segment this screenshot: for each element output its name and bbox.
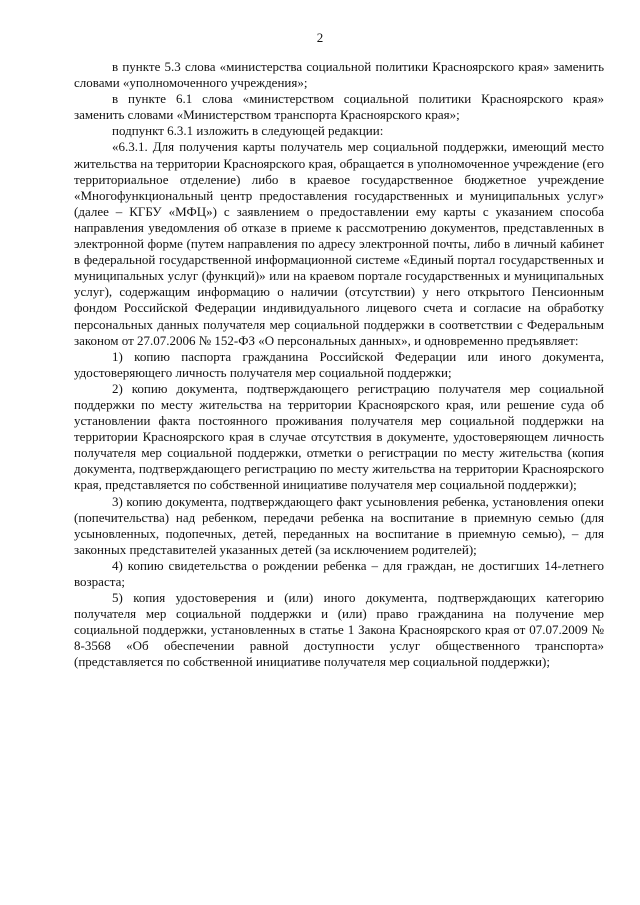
- list-item-5-certificate: 5) копия удостоверения и (или) иного документа, подтверждающих категорию получателя мер социальной поддержки и (или) право гражданина на получение мер социальной поддержки, установленных в статье 1 Закона Красноярского края от 07.07.2009 № 8-3568 «Об обеспечении равной доступности услуг общественного транспорта» (представляется по собственной инициативе получателя мер социальной поддержки);: [74, 590, 604, 670]
- document-body: [74, 59, 604, 671]
- list-item-4-birth-certificate: 4) копию свидетельства о рождении ребенка – для граждан, не достигших 14-летнего возраста;: [74, 557, 604, 589]
- page-number: 2: [316, 30, 324, 45]
- paragraph-amend-6-3-1-intro: подпункт 6.3.1 изложить в следующей редакции:: [112, 123, 384, 139]
- list-item-1-passport: 1) копию паспорта гражданина Российской Федерации или иного документа, удостоверяющего личность получателя мер социальной поддержки;: [74, 348, 604, 380]
- list-item-2-registration: 2) копию документа, подтверждающего регистрацию получателя мер социальной поддержки по месту жительства на территории Красноярского края, или решение суда об установлении факта постоянного проживания получателя мер социальной поддержки на территории Красноярского края в случае отсутствия в документе, удостоверяющем личность получателя мер социальной поддержки, отметки о регистрации по месту жительства (копия документа, подтверждающего регистрацию по месту жительства на территории Красноярского края, представляется по собственной инициативе получателя мер социальной поддержки);: [74, 380, 604, 493]
- paragraph-amend-5-3: в пункте 5.3 слова «министерства социальной политики Красноярского края» заменить словами «уполномоченного учреждения»;: [74, 59, 604, 91]
- list-item-3-adoption: 3) копию документа, подтверждающего факт усыновления ребенка, установления опеки (попечительства) над ребенком, передачи ребенка на воспитание в приемную семью (для усыновленных, подопечных, детей, переданных на воспитание в приемную семью), – для законных представителей указанных детей (за исключением родителей);: [74, 493, 604, 557]
- paragraph-amend-6-1: в пункте 6.1 слова «министерством социальной политики Красноярского края» заменить словами «Министерством транспорта Красноярского края»;: [74, 91, 604, 123]
- paragraph-6-3-1-text: «6.3.1. Для получения карты получатель мер социальной поддержки, имеющий место жительства на территории Красноярского края, обращается в уполномоченное учреждение (его территориальное отделение) либо в краевое государственное бюджетное учреждение «Многофункциональный центр предоставления государственных и муниципальных услуг» (далее – КГБУ «МФЦ») с заявлением о предоставлении ему карты с указанием способа направления уведомления об отказе в приеме к рассмотрению документов, представленных в электронной форме (путем направления по адресу электронной почты, либо в личный кабинет в федеральной государственной информационной системе «Единый портал государственных и муниципальных услуг (функций)» или на краевом портале государственных и муниципальных услуг), содержащим информацию о наличии (отсутствии) у него открытого Пенсионным фондом Российской Федерации индивидуального лицевого счета и согласие на обработку персональных данных получателя мер социальной поддержки в соответствии с Федеральным законом от 27.07.2006 № 152-ФЗ «О персональных данных», и одновременно предъявляет:: [74, 139, 604, 348]
